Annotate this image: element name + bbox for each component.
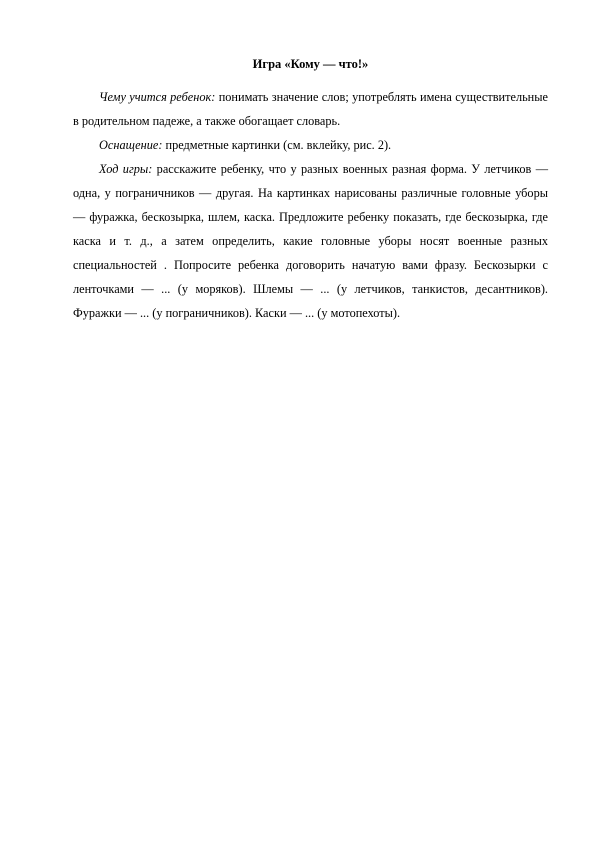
paragraph-goal-text: понимать значение слов; употреблять имена существительные в родительном падеже, а также обогащает словарь. [73,90,548,128]
document-content [73,56,548,325]
document-title: Игра «Кому — что!» [252,57,369,71]
paragraph-game-flow-lead: Ход игры: [99,162,153,176]
paragraph-equipment [73,133,548,157]
paragraph-goal [73,85,548,133]
paragraph-game-flow [73,157,548,325]
paragraph-equipment-lead: Оснащение: [99,138,163,152]
paragraph-equipment-text: предметные картинки (см. вклейку, рис. 2). [162,138,392,152]
paragraph-goal-lead: Чему учится ребенок: [99,90,216,104]
paragraph-game-flow-text: расскажите ребенку, что у разных военных разная форма. У летчиков — одна, у пограничников — другая. На картинках нарисованы различные головные уборы — фуражка, бескозырка, шлем, каска. Предложите ребенку показать, где бескозырка, где каска и т. д., а затем определить, какие головные уборы носят военные разных специальностей . Попросите ребенка договорить начатую вами фразу. Бескозырки с ленточками — ... (у моряков). Шлемы — ... (у летчиков, танкистов, десантников). Фуражки — ... (у пограничников). Каски — ... (у мотопехоты). [73,162,548,320]
